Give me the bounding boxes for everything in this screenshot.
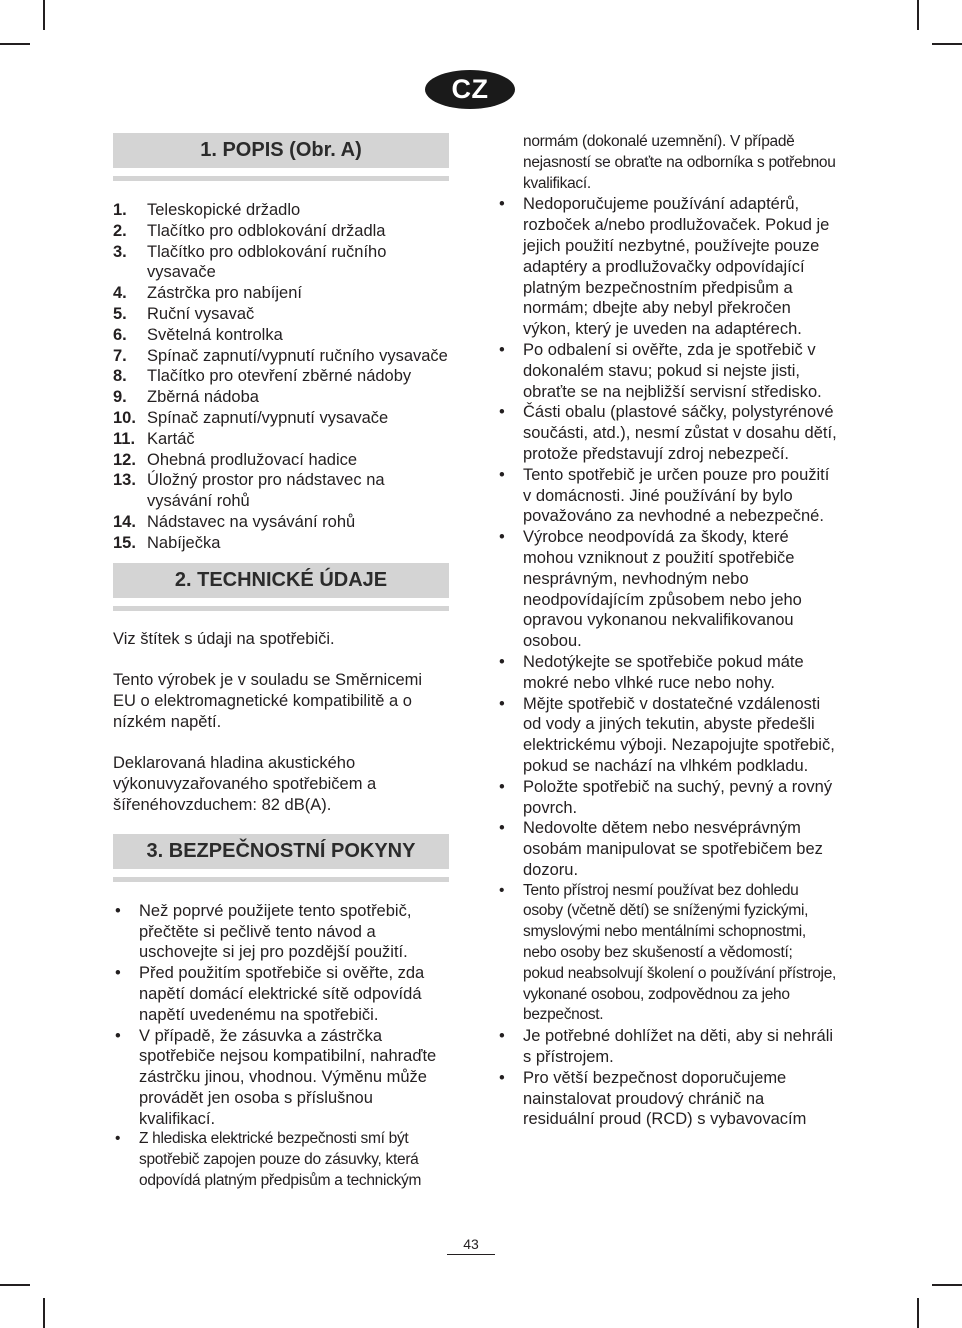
part-number: 8. [113,367,127,386]
part-label: Teleskopické držadlo [147,201,301,219]
part-item [113,470,449,512]
part-number: 2. [113,221,127,240]
crop-mark [0,1284,30,1286]
page-number: 43 [447,1236,495,1255]
part-label: Světelná kontrolka [147,325,283,344]
safety-list-left [113,901,449,1192]
list-item: • Tento přístroj nesmí používat bez dohledu osoby (včetně dětí) se sníženými fyzickými, smyslovými nebo mentálními schopnostmi, nebo osoby bez skušeností a vědomostí; pokud neabsolvují školení o používání přístroje, vykonané osobou, zodpovědnou za jeho bezpečnost. [497,881,837,1027]
part-label: Zástrčka pro nabíjení [147,284,302,303]
section2-title: 2. TECHNICKÉ ÚDAJE [113,563,449,598]
list-item: • Výrobce neodpovídá za škody, které mohou vzniknout z použití spotřebiče nesprávným, nevhodným nebo neodpovídajícím způsobem nebo jeho opravou vykonanou nekvalifikovanou osobou. [497,527,837,652]
continued-text: normám (dokonalé uzemnění). V případě nejasností se obraťte na odborníka s potřebnou kvalifikací. [523,133,836,192]
part-label: Kartáč [147,429,195,448]
section1-title: 1. POPIS (Obr. A) [113,133,449,168]
list-item: • Části obalu (plastové sáčky, polystyrénové součásti, atd.), nesmí zůstat v dosahu dětí, protože představují zdroj nebezpečí. [497,402,837,464]
part-item [113,242,449,284]
crop-mark [917,0,919,30]
part-item [113,429,449,450]
part-item [113,283,449,304]
part-label: Úložný prostor pro nádstavec na vysávání rohů [147,471,385,511]
part-item [113,346,449,367]
part-label: Spínač zapnutí/vypnutí vysavače [147,408,389,427]
part-number: 14. [113,512,136,531]
rating-label-note: Viz štítek s údaji na spotřebiči. [113,629,335,648]
list-item: • Nedotýkejte se spotřebiče pokud máte mokré nebo vlhké ruce nebo nohy. [497,652,837,694]
list-item: • Je potřebné dohlížet na děti, aby si nehráli s přístrojem. [497,1026,837,1068]
right-column [497,132,837,1130]
list-item: • Než poprvé použijete tento spotřebič, přečtěte si pečlivě tento návod a uschovejte si jej pro pozdější použití. [113,901,449,963]
part-item [113,408,449,429]
part-item [113,221,449,242]
crop-mark [932,43,962,45]
part-label: Tlačítko pro odblokování ručního vysavače [147,242,387,282]
part-label: Ohebná prodlužovací hadice [147,450,358,469]
crop-mark [932,1284,962,1286]
part-item [113,512,449,533]
part-label: Nabíječka [147,533,221,552]
part-item [113,304,449,325]
parts-list [113,200,449,554]
section-divider [113,176,449,181]
part-number: 4. [113,284,127,303]
left-column [113,133,449,1192]
part-number: 7. [113,346,127,365]
list-item: • Nedoporučujeme používání adaptérů, rozboček a/nebo prodlužovaček. Pokud je jejich použití nezbytné, používejte pouze adaptéry a prodlužovačky odpovídající platným bezpečnostním předpisům a normám; dbejte aby nebyl překročen výkon, který je uveden na adaptérech. [497,194,837,340]
crop-mark [917,1298,919,1328]
part-number: 10. [113,408,136,427]
language-badge: CZ [425,70,515,109]
part-item [113,533,449,554]
part-number: 15. [113,533,136,552]
part-item [113,200,449,221]
part-label: Nádstavec na vysávání rohů [147,512,356,531]
list-item: • Položte spotřebič na suchý, pevný a rovný povrch. [497,777,837,819]
part-label: Spínač zapnutí/vypnutí ručního vysavače [147,346,448,365]
crop-mark [43,0,45,30]
list-item: • Nedovolte dětem nebo nesvéprávným osobám manipulovat se spotřebičem bez dozoru. [497,818,837,880]
part-number: 6. [113,325,127,344]
list-item: • Mějte spotřebič v dostatečné vzdálenosti od vody a jiných tekutin, abyste předešli elektrickému výboji. Nezapojujte spotřebič, pokud se nachází na vlhkém podkladu. [497,694,837,777]
crop-mark [0,43,30,45]
list-item: • Tento spotřebič je určen pouze pro použití v domácnosti. Jiné používání by bylo považováno za nevhodné a nebezpečné. [497,465,837,527]
part-item [113,325,449,346]
list-item: • Po odbalení si ověřte, zda je spotřebič v dokonalém stavu; pokud si nejste jisti, obraťte se na nejbližší servisní středisko. [497,340,837,402]
part-item [113,387,449,408]
part-number: 12. [113,450,136,469]
noise-level-text: Deklarovaná hladina akustického výkonuvyzařovaného spotřebičem a šířenéhovzduchem: 82 dB(A). [113,754,377,814]
part-number: 11. [113,429,136,448]
safety-list-right [497,194,837,1130]
section3-title: 3. BEZPEČNOSTNÍ POKYNY [113,834,449,869]
list-item: • Pro větší bezpečnost doporučujeme nainstalovat proudový chránič na residuální proud (RCD) s vybavovacím [497,1068,837,1130]
part-number: 3. [113,242,127,261]
list-item: • V případě, že zásuvka a zástrčka spotřebiče nejsou kompatibilní, nahraďte zástrčku jinou, vhodnou. Výměnu může provádět jen osoba s příslušnou kvalifikací. [113,1026,449,1130]
part-label: Tlačítko pro odblokování držadla [147,221,386,240]
part-number: 1. [113,201,127,219]
list-item: • Z hlediska elektrické bezpečnosti smí být spotřebič zapojen pouze do zásuvky, která odpovídá platným předpisům a technickým [113,1129,449,1191]
list-item: • Před použitím spotřebiče si ověřte, zda napětí domácí elektrické sítě odpovídá napětí uvedenému na spotřebiči. [113,963,449,1025]
part-number: 5. [113,304,127,323]
crop-mark [43,1298,45,1328]
part-item [113,366,449,387]
eu-compliance-text: Tento výrobek je v souladu se Směrnicemi EU o elektromagnetické kompatibilitě a o nízkém napětí. [113,671,423,731]
part-number: 13. [113,471,136,490]
part-number: 9. [113,388,127,407]
part-label: Tlačítko pro otevření zběrné nádoby [147,367,412,386]
part-label: Ruční vysavač [147,304,255,323]
part-label: Zběrná nádoba [147,388,259,407]
part-item [113,450,449,471]
